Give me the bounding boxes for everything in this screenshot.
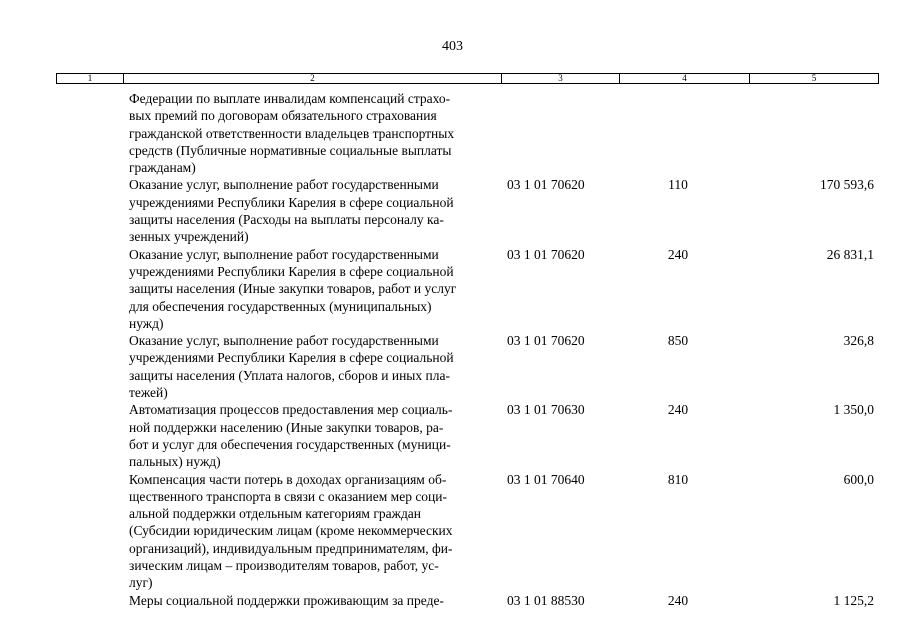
- description-line: учреждениями Республики Карелия в сфере социальной: [129, 263, 454, 279]
- row-description: [129, 176, 497, 245]
- row-description: [129, 90, 497, 176]
- table-row: [0, 592, 905, 609]
- row-description: [129, 332, 497, 401]
- table-row: [0, 401, 905, 470]
- description-line: бот и услуг для обеспечения государственных (муници-: [129, 436, 451, 452]
- description-line: Автоматизация процессов предоставления мер социаль-: [129, 402, 453, 418]
- row-expense-kind: 850: [667, 333, 689, 349]
- description-line: (Субсидии юридическим лицам (кроме некоммерческих: [129, 523, 453, 539]
- column-header-1: 1: [57, 74, 124, 83]
- description-line: для обеспечения государственных (муниципальных): [129, 298, 432, 314]
- table-row: [0, 332, 905, 401]
- row-expense-kind: 240: [667, 402, 689, 418]
- description-line: щественного транспорта в связи с оказанием мер соци-: [129, 488, 448, 504]
- page-number: 403: [442, 39, 463, 54]
- description-line: луг): [129, 575, 153, 591]
- description-line: Меры социальной поддержки проживающим за преде-: [129, 592, 444, 608]
- description-line: зенных учреждений): [129, 229, 249, 245]
- row-code: 03 1 01 70630: [507, 402, 585, 418]
- column-header-2: 2: [124, 74, 502, 83]
- description-line: альной поддержки отдельным категориям граждан: [129, 506, 422, 522]
- row-description: [129, 246, 497, 332]
- table-body: [0, 90, 905, 609]
- row-expense-kind: 110: [668, 177, 688, 193]
- row-amount: 600,0: [843, 471, 874, 487]
- row-expense-kind: 240: [667, 246, 689, 262]
- row-amount: 170 593,6: [820, 177, 874, 193]
- row-code: 03 1 01 70640: [507, 471, 585, 487]
- column-header-4: 4: [620, 74, 750, 83]
- table-row: [0, 246, 905, 332]
- column-header-3: 3: [502, 74, 620, 83]
- row-expense-kind: 240: [667, 592, 689, 608]
- description-line: Оказание услуг, выполнение работ государственными: [129, 333, 439, 349]
- description-line: вых премий по договорам обязательного страхования: [129, 108, 437, 124]
- table-header: [56, 73, 879, 84]
- description-line: пальных) нужд): [129, 454, 221, 470]
- table-row: [0, 176, 905, 245]
- description-line: гражданской ответственности владельцев транспортных: [129, 125, 455, 141]
- description-line: гражданам): [129, 160, 196, 176]
- description-line: учреждениями Республики Карелия в сфере социальной: [129, 194, 454, 210]
- row-code: 03 1 01 70620: [507, 333, 585, 349]
- description-line: Компенсация части потерь в доходах организациям об-: [129, 471, 447, 487]
- row-amount: 1 125,2: [833, 592, 874, 608]
- row-code: 03 1 01 70620: [507, 177, 585, 193]
- row-amount: 326,8: [843, 333, 874, 349]
- description-line: зическим лицам – производителям товаров, работ, ус-: [129, 558, 439, 574]
- description-line: средств (Публичные нормативные социальные выплаты: [129, 142, 452, 158]
- description-line: защиты населения (Иные закупки товаров, работ и услуг: [129, 281, 457, 297]
- row-amount: 26 831,1: [826, 246, 874, 262]
- description-line: защиты населения (Расходы на выплаты персоналу ка-: [129, 212, 444, 228]
- table-row: [0, 471, 905, 592]
- description-line: тежей): [129, 385, 168, 401]
- row-description: [129, 471, 497, 592]
- row-amount: 1 350,0: [833, 402, 874, 418]
- description-line: организаций), индивидуальным предпринимателям, фи-: [129, 540, 453, 556]
- row-code: 03 1 01 88530: [507, 592, 585, 608]
- description-line: нужд): [129, 315, 164, 331]
- description-line: защиты населения (Уплата налогов, сборов и иных пла-: [129, 367, 450, 383]
- row-code: 03 1 01 70620: [507, 246, 585, 262]
- row-expense-kind: 810: [667, 471, 689, 487]
- description-line: ной поддержки населению (Иные закупки товаров, ра-: [129, 419, 444, 435]
- description-line: Федерации по выплате инвалидам компенсаций страхо-: [129, 91, 451, 106]
- description-line: Оказание услуг, выполнение работ государственными: [129, 177, 439, 193]
- table-row: [0, 90, 905, 176]
- row-description: [129, 401, 497, 470]
- column-header-5: 5: [811, 73, 817, 83]
- description-line: Оказание услуг, выполнение работ государственными: [129, 246, 439, 262]
- description-line: учреждениями Республики Карелия в сфере социальной: [129, 350, 454, 366]
- row-description: [129, 592, 497, 609]
